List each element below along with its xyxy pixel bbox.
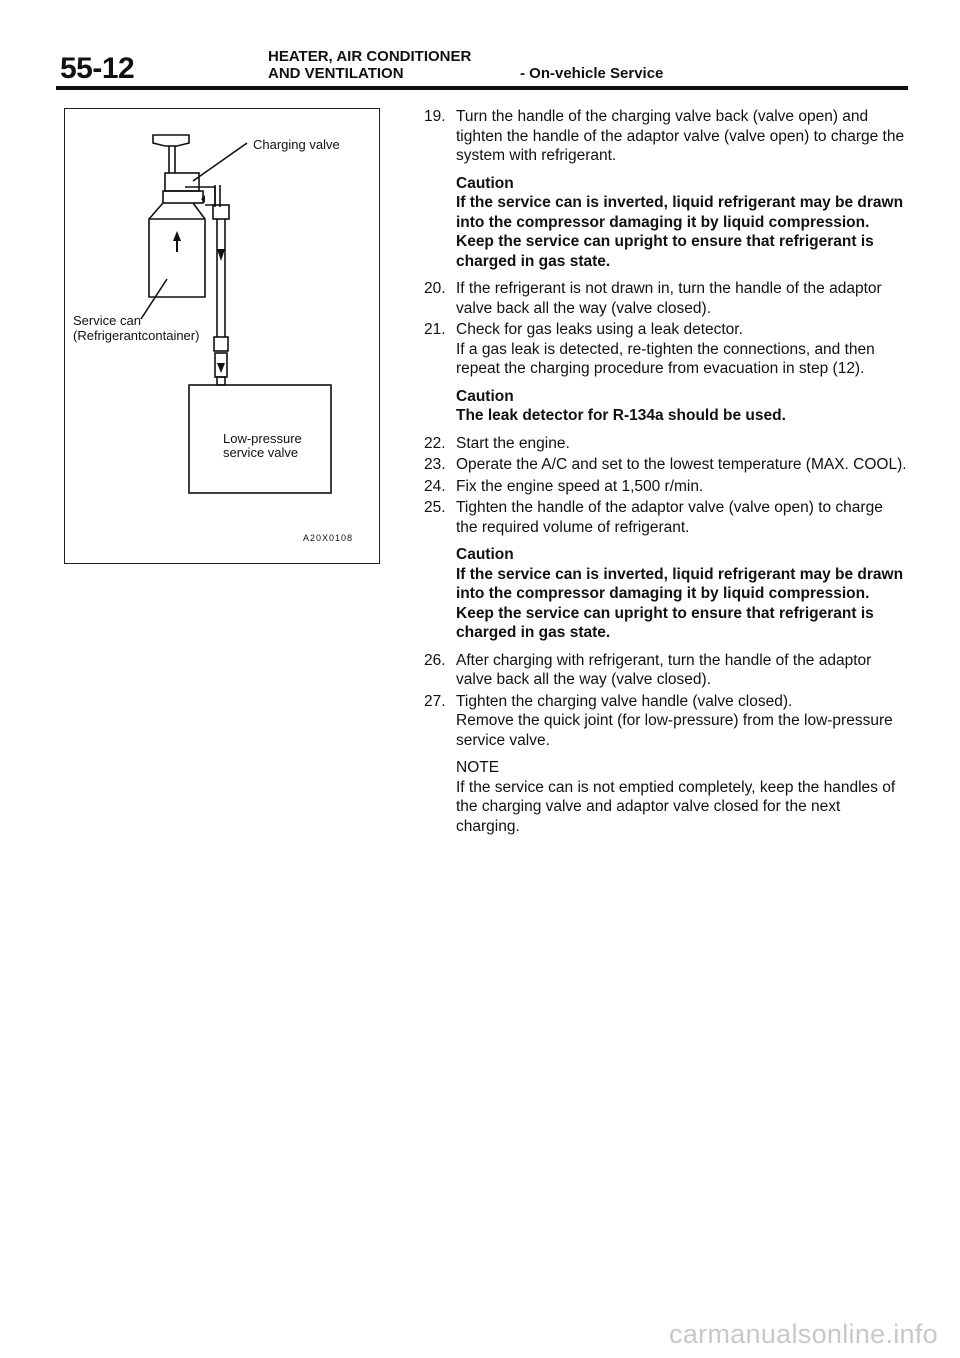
caution-note: Caution If the service can is inverted, liquid refrigerant may be drawn into the compressor damaging it by liquid compression. Keep the service can upright to ensure that refrigerant is charged in gas state. xyxy=(456,174,904,270)
step-text: If the refrigerant is not drawn in, turn the handle of the adaptor valve back all the way (valve closed). xyxy=(456,280,882,317)
step-19: 19. Turn the handle of the charging valve back (valve open) and tighten the handle of the adaptor valve (valve open) to charge the system with refrigerant. xyxy=(424,108,905,164)
step-text: Start the engine. xyxy=(456,434,570,452)
label-refrigerant-container: (Refrigerantcontainer) xyxy=(73,328,200,343)
step-subtext: Remove the quick joint (for low-pressure) from the low-pressure service valve. xyxy=(456,712,893,749)
step-20: 20. If the refrigerant is not drawn in, turn the handle of the adaptor valve back all the way (valve closed). xyxy=(424,280,882,317)
page-number: 55-12 xyxy=(60,52,135,85)
step-21: 21. Check for gas leaks using a leak detector. If a gas leak is detected, re-tighten the connections, and then repeat the charging procedure from evacuation in step (12). xyxy=(424,320,908,379)
charging-diagram xyxy=(64,108,380,564)
step-24: 24. Fix the engine speed at 1,500 r/min. xyxy=(424,477,704,495)
label-service-can: Service can xyxy=(73,313,141,328)
subsection-title: - On-vehicle Service xyxy=(520,65,664,82)
figure-code: A20X0108 xyxy=(303,533,354,543)
section-title-line1: HEATER, AIR CONDITIONER xyxy=(268,48,472,65)
step-text: Operate the A/C and set to the lowest temperature (MAX. COOL). xyxy=(456,456,907,473)
caution-note: Caution The leak detector for R-134a should be used. xyxy=(456,387,786,424)
step-text: Turn the handle of the charging valve back (valve open) and tighten the handle of the adaptor valve (valve open) to charge the system with refrigerant. xyxy=(456,108,905,164)
step-27: 27. Tighten the charging valve handle (valve closed). Remove the quick joint (for low-pressure) from the low-pressure service valve. xyxy=(424,692,908,751)
label-service-valve: service valve xyxy=(223,445,299,460)
label-charging-valve: Charging valve xyxy=(253,137,340,152)
watermark-text: carmanualsonline.info xyxy=(669,1319,938,1349)
step-26: 26. After charging with refrigerant, turn the handle of the adaptor valve back all the way (valve closed). xyxy=(424,651,872,688)
step-subtext: If a gas leak is detected, re-tighten the connections, and then repeat the charging procedure from evacuation in step (12). xyxy=(456,340,875,377)
procedure-steps xyxy=(424,107,908,844)
step-22: 22. Start the engine. xyxy=(424,434,570,452)
step-text: Fix the engine speed at 1,500 r/min. xyxy=(456,477,704,495)
step-25: 25. Tighten the handle of the adaptor valve (valve open) to charge the required volume of refrigerant. xyxy=(424,499,883,536)
step-text: After charging with refrigerant, turn the handle of the adaptor valve back all the way (valve closed). xyxy=(456,651,872,688)
step-text: Check for gas leaks using a leak detector. xyxy=(456,321,743,338)
step-23: 23. Operate the A/C and set to the lowest temperature (MAX. COOL). xyxy=(424,456,907,473)
caution-note: Caution If the service can is inverted, liquid refrigerant may be drawn into the compressor damaging it by liquid compression. Keep the service can upright to ensure that refrigerant is charged in gas state. xyxy=(456,546,904,641)
step-text: Tighten the handle of the adaptor valve (valve open) to charge the required volume of refrigerant. xyxy=(456,499,883,536)
label-low-pressure: Low-pressure xyxy=(223,431,302,446)
note: NOTE If the service can is not emptied completely, keep the handles of the charging valve and adaptor valve closed for the next charging. xyxy=(456,759,896,835)
header-rule xyxy=(56,86,908,90)
section-title-line2: AND VENTILATION xyxy=(268,65,404,82)
step-text: Tighten the charging valve handle (valve closed). xyxy=(456,692,793,710)
